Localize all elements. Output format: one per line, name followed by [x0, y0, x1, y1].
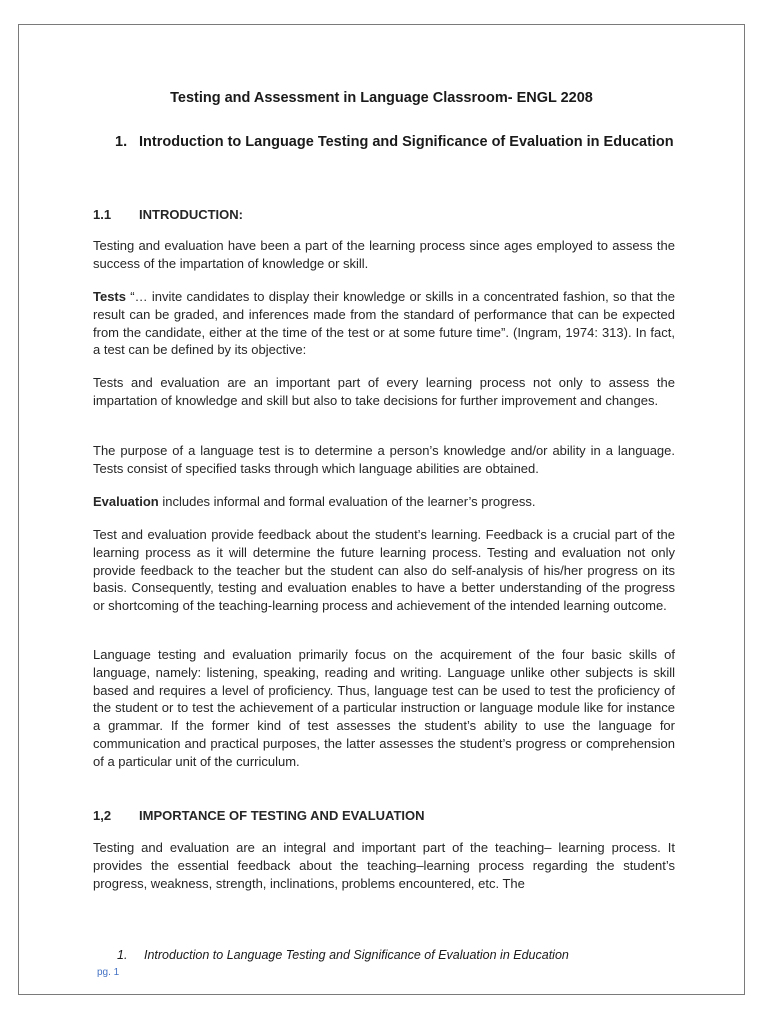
- chapter-number: 1.: [115, 134, 128, 150]
- paragraph-text: includes informal and formal evaluation of the learner’s progress.: [158, 494, 536, 509]
- chapter-heading: [115, 132, 675, 153]
- paragraph: Language testing and evaluation primarily focus on the acquirement of the four basic skills of language, namely: listening, speaking, reading and writing. Language unlike other subjects is skill based and requires a level of proficiency. Thus, language test can be used to test the proficiency of the student or to test the achievement of a particular instruction or language module like for instance a grammar. If the former kind of test assesses the student’s ability to use the language for communication and practical purposes, the latter assesses the student’s progress or comprehension of a particular unit of the curriculum.: [93, 647, 675, 769]
- bold-term-tests: Tests: [93, 289, 126, 304]
- paragraph: The purpose of a language test is to determine a person’s knowledge and/or ability in a language. Tests consist of specified tasks through which language abilities are obtained.: [93, 443, 675, 476]
- footer-chapter-number: 1.: [117, 948, 128, 962]
- chapter-title: Introduction to Language Testing and Significance of Evaluation in Education: [139, 134, 674, 150]
- document-page: [18, 24, 745, 995]
- section-heading-importance: [93, 808, 425, 823]
- paragraph-tests-definition: [93, 288, 675, 359]
- section-title: INTRODUCTION:: [139, 207, 243, 222]
- document-title: Testing and Assessment in Language Classroom- ENGL 2208: [170, 90, 593, 106]
- paragraph: Testing and evaluation have been a part of the learning process since ages employed to assess the success of the impartation of knowledge or skill.: [93, 238, 675, 271]
- section-number: 1.1: [93, 207, 112, 222]
- footer-chapter-title: [117, 948, 569, 962]
- footer-chapter-text: Introduction to Language Testing and Significance of Evaluation in Education: [144, 948, 569, 962]
- paragraph-evaluation-definition: [93, 493, 675, 511]
- paragraph: Tests and evaluation are an important part of every learning process not only to assess the impartation of knowledge and skill but also to take decisions for further improvement and changes.: [93, 375, 675, 408]
- page-number: pg. 1: [97, 967, 120, 978]
- section-number: 1,2: [93, 808, 112, 823]
- section-heading-introduction: [93, 207, 243, 222]
- paragraph: Testing and evaluation are an integral and important part of the teaching– learning process. It provides the essential feedback about the teaching–learning process regarding the student’s progress, weakness, strength, inclinations, problems encountered, etc. The: [93, 840, 675, 891]
- paragraph-text: “… invite candidates to display their knowledge or skills in a concentrated fashion, so that the result can be graded, and inferences made from the standard of performance that can be expected from the candidate, either at the time of the test or at some future time”. (Ingram, 1974: 313). In fact, a test can be defined by its objective:: [93, 289, 675, 358]
- bold-term-evaluation: Evaluation: [93, 494, 159, 509]
- section-title: IMPORTANCE OF TESTING AND EVALUATION: [139, 808, 425, 823]
- paragraph: Test and evaluation provide feedback about the student’s learning. Feedback is a crucial part of the learning process as it will determine the future learning process. Testing and evaluation not only provide feedback to the teacher but the student can also do self-analysis of his/her progress on its basis. Consequently, testing and evaluation enables to have a better understanding of the progress or shortcoming of the teaching-learning process and achievement of the intended learning outcome.: [93, 527, 675, 614]
